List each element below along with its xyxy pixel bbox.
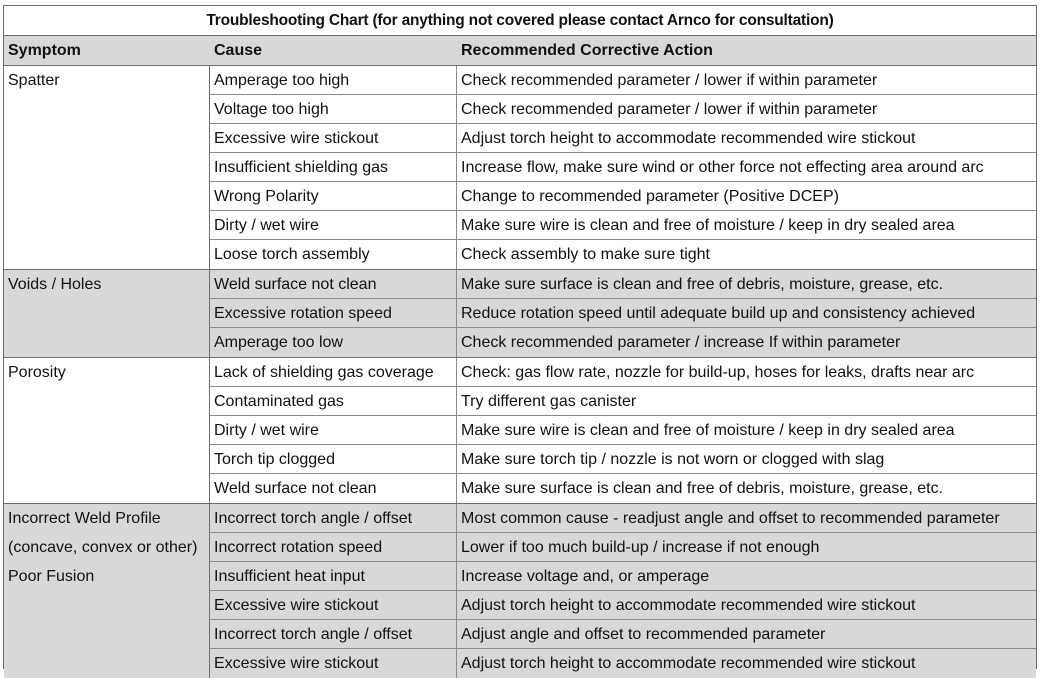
cause-cell: Excessive wire stickout <box>210 649 457 678</box>
action-cell: Check recommended parameter / lower if within parameter <box>461 72 878 89</box>
symptom-group <box>4 66 1036 270</box>
action-cell: Increase voltage and, or amperage <box>461 568 710 585</box>
table-row <box>210 66 1036 95</box>
action-cell: Try different gas canister <box>461 393 637 410</box>
cause-cell: Lack of shielding gas coverage <box>210 358 457 386</box>
header-action: Recommended Corrective Action <box>461 42 713 59</box>
table-row <box>210 387 1036 416</box>
symptom-label: Porosity <box>8 364 66 381</box>
symptom-cell <box>4 504 210 678</box>
cause-rows <box>210 358 1036 503</box>
action-cell: Check assembly to make sure tight <box>461 246 710 263</box>
symptom-group <box>4 358 1036 504</box>
action-cell: Most common cause - readjust angle and offset to recommended parameter <box>461 510 1000 527</box>
header-symptom: Symptom <box>8 42 81 59</box>
action-cell: Check recommended parameter / increase If within parameter <box>461 334 901 351</box>
header-cause: Cause <box>214 42 263 59</box>
symptom-cell <box>4 270 210 357</box>
table-row <box>210 299 1036 328</box>
table-row <box>210 649 1036 678</box>
table-row <box>210 416 1036 445</box>
action-cell: Check recommended parameter / lower if within parameter <box>461 101 878 118</box>
cause-cell: Dirty / wet wire <box>210 416 457 444</box>
cause-cell: Excessive wire stickout <box>210 591 457 619</box>
action-cell: Make sure surface is clean and free of debris, moisture, grease, etc. <box>461 480 944 497</box>
action-cell: Make sure surface is clean and free of debris, moisture, grease, etc. <box>461 276 944 293</box>
cause-cell: Excessive rotation speed <box>210 299 457 327</box>
cause-cell: Voltage too high <box>210 95 457 123</box>
table-row <box>210 620 1036 649</box>
cause-cell: Loose torch assembly <box>210 240 457 269</box>
cause-cell: Wrong Polarity <box>210 182 457 210</box>
cause-cell: Incorrect rotation speed <box>210 533 457 561</box>
action-cell: Adjust torch height to accommodate recommended wire stickout <box>461 655 916 672</box>
symptom-label: (concave, convex or other) <box>8 539 198 556</box>
cause-cell: Insufficient shielding gas <box>210 153 457 181</box>
table-row <box>210 270 1036 299</box>
action-cell: Adjust torch height to accommodate recommended wire stickout <box>461 597 916 614</box>
table-row <box>210 445 1036 474</box>
action-cell: Adjust torch height to accommodate recommended wire stickout <box>461 130 916 147</box>
symptom-cell <box>4 66 210 269</box>
symptom-label: Incorrect Weld Profile <box>8 510 161 527</box>
table-body <box>4 66 1036 678</box>
cause-cell: Insufficient heat input <box>210 562 457 590</box>
cause-rows <box>210 270 1036 357</box>
table-row <box>210 591 1036 620</box>
table-row <box>210 474 1036 503</box>
table-row <box>210 182 1036 211</box>
cause-cell: Contaminated gas <box>210 387 457 415</box>
table-row <box>210 124 1036 153</box>
cause-cell: Amperage too high <box>210 66 457 94</box>
symptom-label: Spatter <box>8 72 60 89</box>
action-cell: Change to recommended parameter (Positive DCEP) <box>461 188 839 205</box>
action-cell: Make sure wire is clean and free of moisture / keep in dry sealed area <box>461 422 955 439</box>
symptom-cell <box>4 358 210 503</box>
action-cell: Make sure torch tip / nozzle is not worn or clogged with slag <box>461 451 885 468</box>
symptom-group <box>4 270 1036 358</box>
cause-cell: Incorrect torch angle / offset <box>210 620 457 648</box>
troubleshooting-table <box>3 5 1037 672</box>
action-cell: Lower if too much build-up / increase if not enough <box>461 539 820 556</box>
table-row <box>210 328 1036 357</box>
cause-cell: Incorrect torch angle / offset <box>210 504 457 532</box>
cause-cell: Excessive wire stickout <box>210 124 457 152</box>
table-row <box>210 240 1036 269</box>
table-row <box>210 358 1036 387</box>
cause-cell: Amperage too low <box>210 328 457 357</box>
cause-cell: Weld surface not clean <box>210 270 457 298</box>
symptom-group <box>4 504 1036 678</box>
cause-rows <box>210 504 1036 678</box>
cause-cell: Weld surface not clean <box>210 474 457 503</box>
cause-rows <box>210 66 1036 269</box>
table-row <box>210 562 1036 591</box>
action-cell: Reduce rotation speed until adequate build up and consistency achieved <box>461 305 976 322</box>
table-row <box>210 533 1036 562</box>
table-row <box>210 153 1036 182</box>
table-title: Troubleshooting Chart (for anything not covered please contact Arnco for consultation) <box>4 6 1036 36</box>
symptom-label: Poor Fusion <box>8 568 95 585</box>
table-row <box>210 211 1036 240</box>
cause-cell: Dirty / wet wire <box>210 211 457 239</box>
action-cell: Make sure wire is clean and free of moisture / keep in dry sealed area <box>461 217 955 234</box>
action-cell: Check: gas flow rate, nozzle for build-up, hoses for leaks, drafts near arc <box>461 364 975 381</box>
action-cell: Increase flow, make sure wind or other force not effecting area around arc <box>461 159 984 176</box>
action-cell: Adjust angle and offset to recommended parameter <box>461 626 826 643</box>
table-header-row <box>4 36 1036 66</box>
symptom-label: Voids / Holes <box>8 276 102 293</box>
cause-cell: Torch tip clogged <box>210 445 457 473</box>
table-row <box>210 95 1036 124</box>
table-row <box>210 504 1036 533</box>
